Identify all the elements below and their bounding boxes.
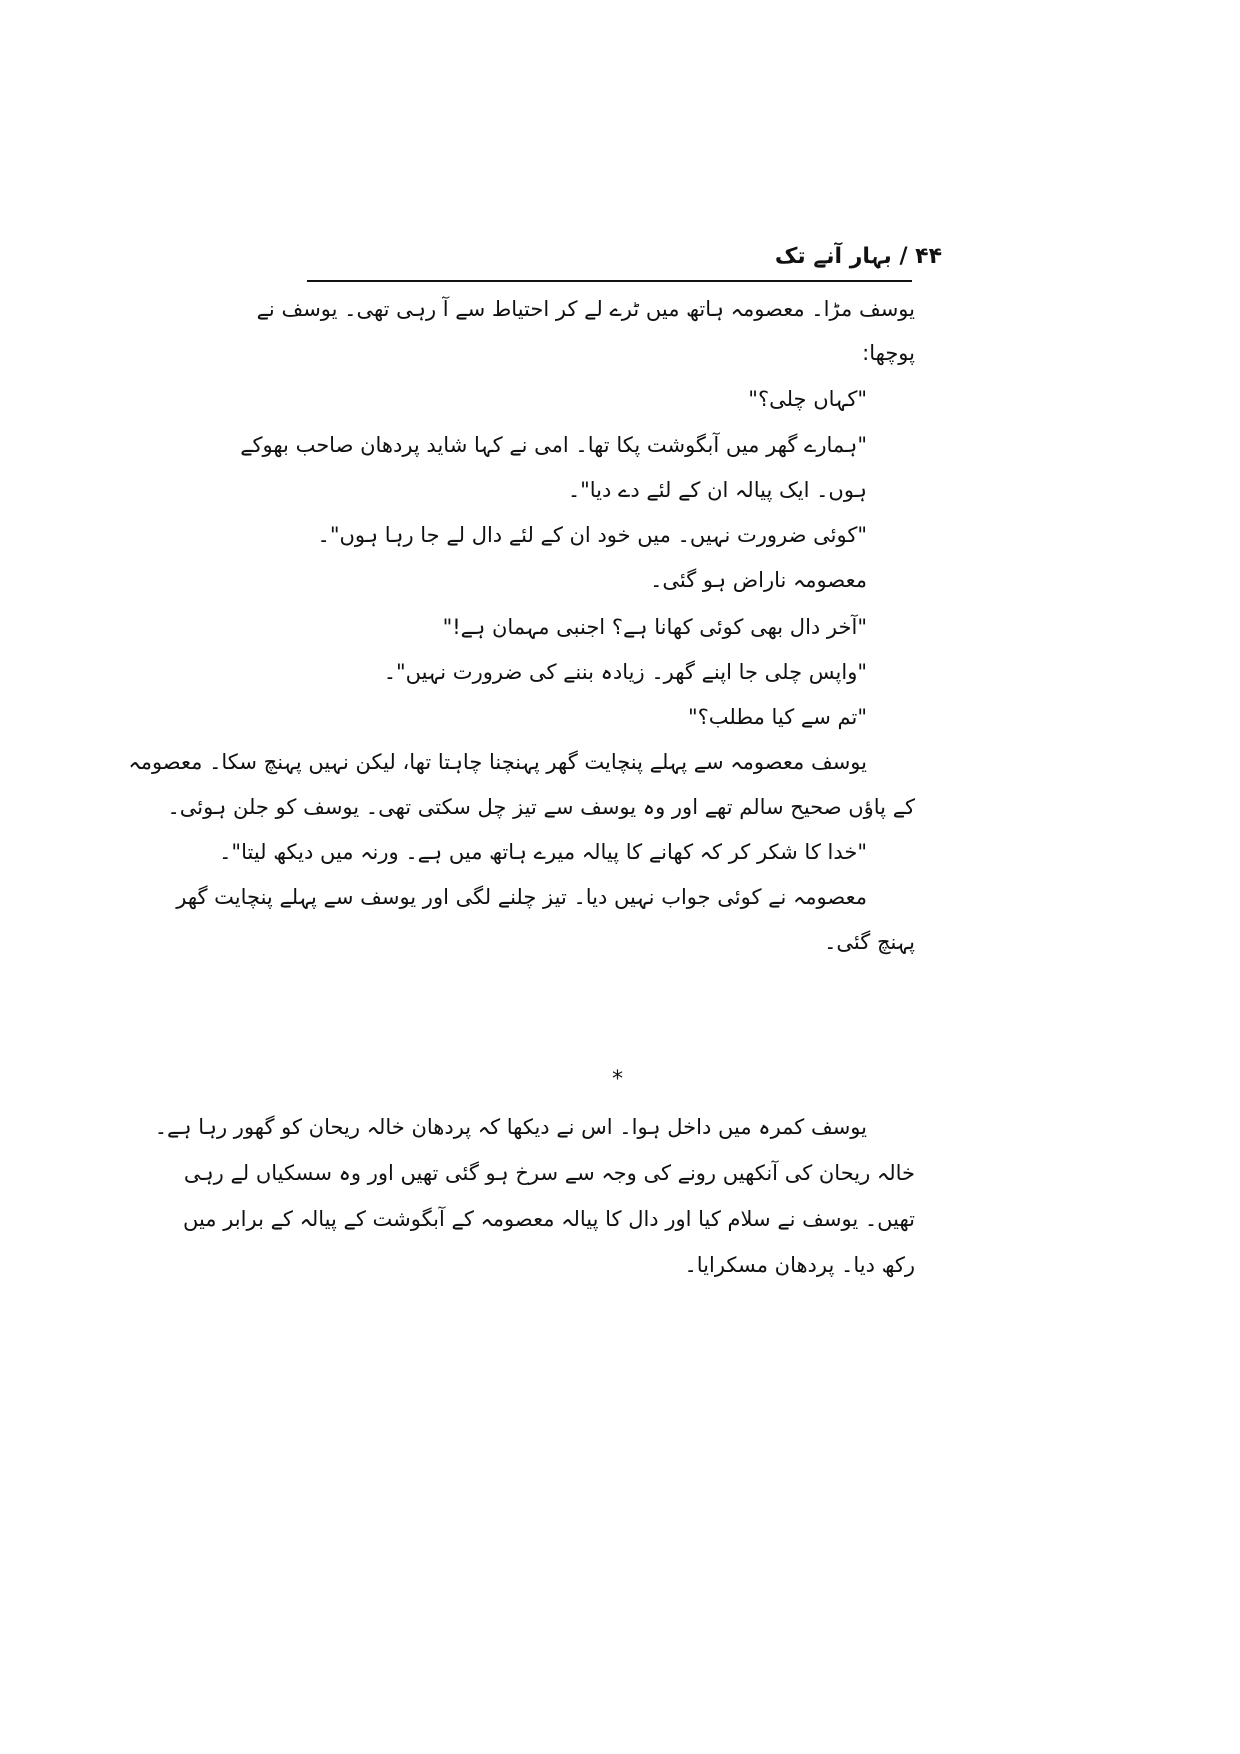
text-line: معصومہ ناراض ہو گئی۔	[650, 568, 867, 592]
section-separator: *	[612, 1067, 623, 1092]
running-header: ۴۴ / بہار آنے تک	[774, 244, 942, 269]
text-line: ہوں۔ ایک پیالہ ان کے لئے دے دیا"۔	[567, 478, 867, 502]
text-line: "کوئی ضرورت نہیں۔ میں خود ان کے لئے دال لے جا رہا ہوں"۔	[317, 523, 867, 547]
text-line: یوسف معصومہ سے پہلے پنچایت گھر پہنچنا چاہتا تھا، لیکن نہیں پہنچ سکا۔ معصومہ	[128, 750, 867, 774]
section-one	[128, 292, 915, 1052]
text-line: معصومہ نے کوئی جواب نہیں دیا۔ تیز چلنے لگی اور یوسف سے پہلے پنچایت گھر	[176, 885, 867, 909]
text-line: "خدا کا شکر کر کہ کھانے کا پیالہ میرے ہاتھ میں ہے۔ ورنہ میں دیکھ لیتا"۔	[219, 840, 867, 864]
text-line: یوسف مڑا۔ معصومہ ہاتھ میں ٹرے لے کر احتیاط سے آ رہی تھی۔ یوسف نے	[256, 297, 915, 321]
text-line: "واپس چلی جا اپنے گھر۔ زیادہ بننے کی ضرورت نہیں"۔	[383, 660, 867, 684]
text-line: پہنچ گئی۔	[824, 930, 915, 954]
section-two	[154, 1110, 915, 1310]
text-line: یوسف کمرہ میں داخل ہوا۔ اس نے دیکھا کہ پردھان خالہ ریحان کو گھور رہا ہے۔	[154, 1115, 867, 1139]
text-line: خالہ ریحان کی آنکھیں رونے کی وجہ سے سرخ ہو گئی تھیں اور وہ سسکیاں لے رہی	[183, 1161, 915, 1185]
text-line: تھیں۔ یوسف نے سلام کیا اور دال کا پیالہ معصومہ کے آبگوشت کے پیالہ کے برابر میں	[182, 1207, 915, 1231]
text-line: "آخر دال بھی کوئی کھانا ہے؟ اجنبی مہمان ہے!"	[442, 615, 867, 639]
text-line: رکھ دیا۔ پردھان مسکرایا۔	[684, 1253, 915, 1277]
text-line: "تم سے کیا مطلب؟"	[688, 705, 867, 729]
header-rule	[307, 280, 912, 282]
text-line: کے پاؤں صحیح سالم تھے اور وہ یوسف سے تیز چل سکتی تھی۔ یوسف کو جلن ہوئی۔	[167, 795, 915, 819]
text-line: "ہمارے گھر میں آبگوشت پکا تھا۔ امی نے کہا شاید پردھان صاحب بھوکے	[240, 433, 867, 457]
text-line: "کہاں چلی؟"	[748, 387, 867, 411]
text-line: پوچھا:	[862, 341, 915, 365]
